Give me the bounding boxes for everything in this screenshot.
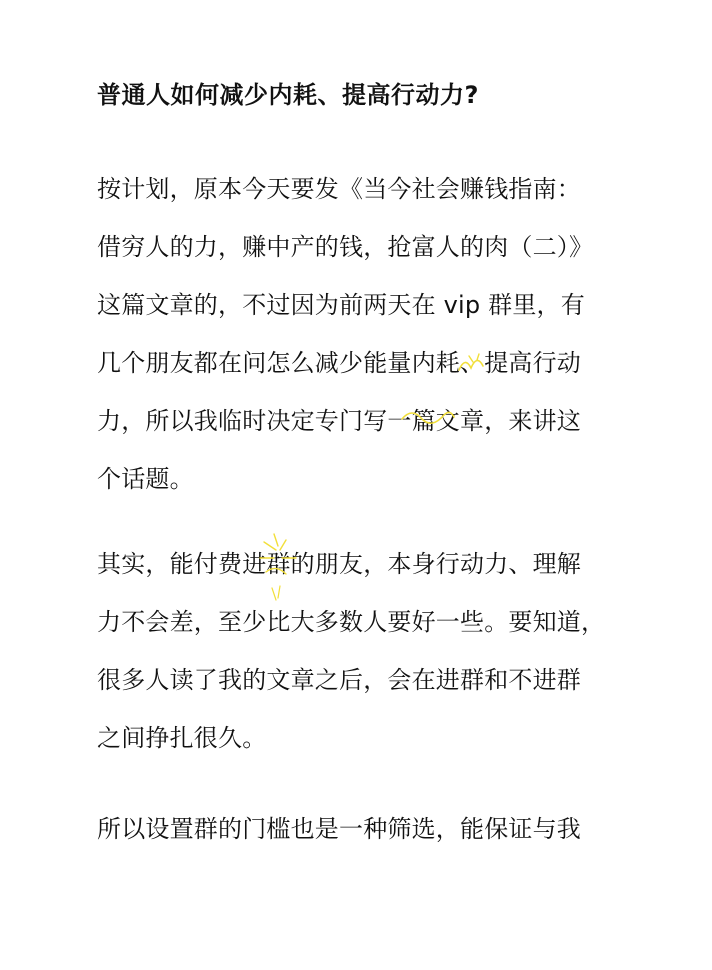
paragraph-line: 所以设置群的门槛也是一种筛选，能保证与我 xyxy=(97,815,581,843)
paragraph-line: 力不会差，至少比大多数人要好一些。要知道， xyxy=(97,608,606,636)
paragraph-line: 力，所以我临时决定专门写一篇文章，来讲这 xyxy=(97,407,581,435)
paragraph-3 xyxy=(97,800,637,858)
paragraph-2 xyxy=(97,535,637,767)
paragraph-line: 借穷人的力，赚中产的钱，抢富人的肉（二）》 xyxy=(97,233,594,261)
paragraph-line: 其实，能付费进群的朋友，本身行动力、理解 xyxy=(97,550,581,578)
paragraph-line: 按计划，原本今天要发《当今社会赚钱指南： xyxy=(97,175,581,203)
paragraph-1 xyxy=(97,160,637,508)
paragraph-line: 个话题。 xyxy=(97,465,194,493)
paragraph-line: 这篇文章的，不过因为前两天在 vip 群里，有 xyxy=(97,291,585,319)
article-title: 普通人如何减少内耗、提高行动力? xyxy=(97,81,479,109)
paragraph-line: 之间挣扎很久。 xyxy=(97,724,267,752)
paragraph-line: 很多人读了我的文章之后，会在进群和不进群 xyxy=(97,666,581,694)
paragraph-line: 几个朋友都在问怎么减少能量内耗、提高行动 xyxy=(97,349,581,377)
